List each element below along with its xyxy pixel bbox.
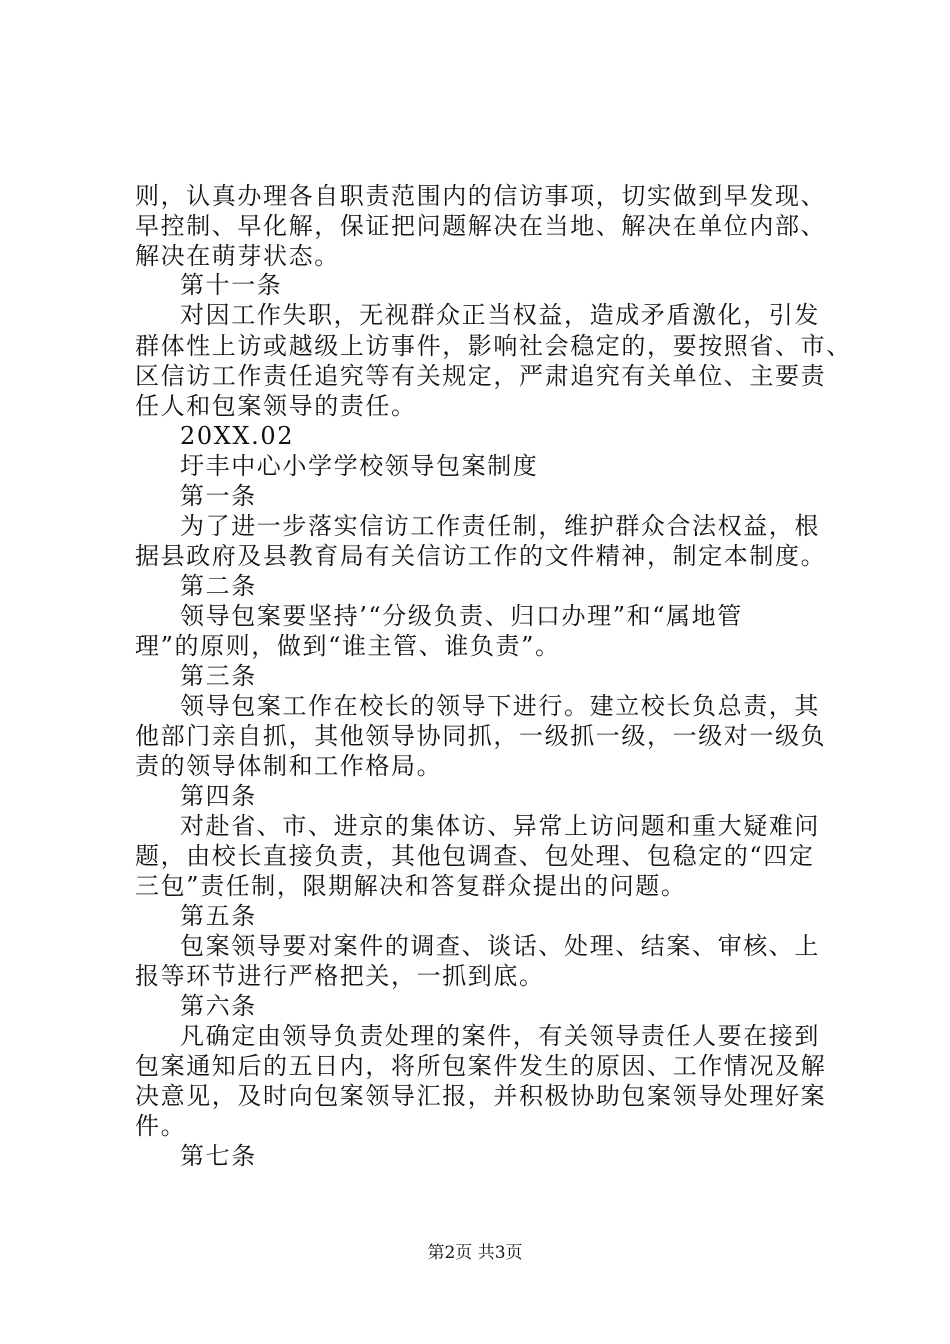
body-text-line: 理”的原则，做到“谁主管、谁负责”。 xyxy=(135,632,561,660)
body-text-line: 区信访工作责任追究等有关规定，严肃追究有关单位、主要责 xyxy=(135,362,827,390)
article-heading: 第六条 xyxy=(180,992,257,1020)
body-text-line: 题，由校长直接负责，其他包调查、包处理、包稳定的“四定 xyxy=(135,842,815,870)
body-text-line: 三包”责任制，限期解决和答复群众提出的问题。 xyxy=(135,872,687,900)
body-text-line: 包案领导要对案件的调查、谈话、处理、结案、审核、上 xyxy=(180,932,820,960)
article-heading: 第二条 xyxy=(180,572,257,600)
article-heading: 第四条 xyxy=(180,782,257,810)
article-heading: 第一条 xyxy=(180,482,257,510)
body-text-line: 领导包案要坚持’“分级负责、归口办理”和“属地管 xyxy=(180,602,743,630)
body-text-line: 报等环节进行严格把关，一抓到底。 xyxy=(135,962,545,990)
body-text-line: 领导包案工作在校长的领导下进行。建立校长负总责，其 xyxy=(180,692,820,720)
body-text-line: 对因工作失职，无视群众正当权益，造成矛盾激化，引发 xyxy=(180,301,820,329)
body-text-line: 为了进一步落实信访工作责任制，维护群众合法权益，根 xyxy=(180,512,820,540)
body-text-line: 责的领导体制和工作格局。 xyxy=(135,752,443,780)
body-text-line: 包案通知后的五日内，将所包案件发生的原因、工作情况及解 xyxy=(135,1052,827,1080)
document-title: 圩丰中心小学学校领导包案制度 xyxy=(180,452,539,480)
body-text-line: 他部门亲自抓，其他领导协同抓，一级抓一级，一级对一级负 xyxy=(135,722,827,750)
body-text-line: 任人和包案领导的责任。 xyxy=(135,392,417,420)
body-text-line: 解决在萌芽状态。 xyxy=(135,242,340,270)
body-text-line: 对赴省、市、进京的集体访、异常上访问题和重大疑难问 xyxy=(180,812,820,840)
body-text-line: 据县政府及县教育局有关信访工作的文件精神，制定本制度。 xyxy=(135,542,827,570)
article-heading: 第七条 xyxy=(180,1142,257,1170)
body-text-line: 则，认真办理各自职责范围内的信访事项，切实做到早发现、 xyxy=(135,182,827,210)
body-text-line: 件。 xyxy=(135,1112,187,1140)
body-text-line: 凡确定由领导负责处理的案件，有关领导责任人要在接到 xyxy=(180,1022,820,1050)
article-heading: 第五条 xyxy=(180,902,257,930)
page-number-footer: 第2页 共3页 xyxy=(427,1243,523,1263)
body-text-line: 决意见，及时向包案领导汇报，并积极协助包案领导处理好案 xyxy=(135,1082,827,1110)
article-heading: 第十一条 xyxy=(180,271,283,299)
body-text-line: 早控制、早化解，保证把问题解决在当地、解决在单位内部、 xyxy=(135,212,827,240)
article-heading: 第三条 xyxy=(180,662,257,690)
date-line: 20XX.02 xyxy=(180,422,295,450)
body-text-line: 群体性上访或越级上访事件，影响社会稳定的，要按照省、市、 xyxy=(135,332,852,360)
